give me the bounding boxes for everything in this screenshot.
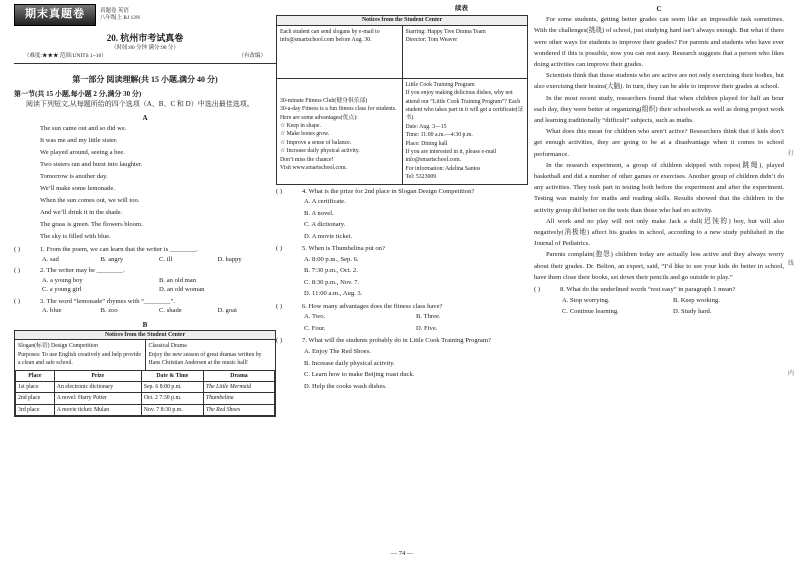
exam-meta: （时间:80 分钟 满分:90 分） [111,45,179,52]
question-7: ( ) 7. What will the students probably do in Little Cook Training Program? A. Enjoy The Red Shoes. B. Increase daily physical activity. C. Learn how to make Beijing roast duck. D. Help the cooks wash dishes. [276,337,491,390]
paragraph: Scientists think that those students who are active are not only exercising their bodies, but also exercising their brains(大脑). In turn, they can be able to improve their grades at school. [534,72,784,91]
answer-blank[interactable]: ( ) [276,337,283,345]
answer-blank[interactable]: ( ) [276,302,283,310]
paragraph: In the research experiment, a group of children skipped with ropes(跳绳), played basketball and did a number of other games or exercises. Another group of children didn’t do any activities. They took part in testing both before the experiment and after the experiment. Testing was mainly for maths and reading skills. Results showed that the children in the activity group did better on the tests than those who had no activity. [534,161,784,214]
notice-title: Notices from the Student Center [277,16,527,24]
answer-blank[interactable]: ( ) [14,297,21,305]
banner-title: 期末真题卷 [14,4,96,26]
poem-line: And we’ll drink it in the shade. [40,209,123,216]
banner-grade: 八年级上 RJ 12N [100,15,141,21]
question-3: ( ) 3. The word “lemonade” rhymes with “________”. A. blue B. zoo C. shade D. goat [14,297,237,315]
part-title: 第一部分 阅读理解(共 15 小题,满分 40 分) [72,74,218,84]
poem [14,123,276,243]
poem-line: We played around, seeing a bee. [40,149,125,156]
poem-line: The grass is green. The flowers bloom. [40,221,143,228]
notice-board [14,330,276,417]
poem-line: The sky is filled with blue. [40,233,111,240]
paragraph: For some students, getting better grades can seem like an impossible task sometimes. With the challenges(挑战) of school, just studying hard isn’t always enough. But what if there were other ways for students to improve their grades? For parents and students who have ever wondered if this is possible, now you can rest easy. Research suggests that a person who likes doing activities can improve their grades. [534,16,784,68]
poem-line: It was me and my little sister. [40,137,118,144]
drama-notice: Classical Drama Enjoy the new season of great dramas written by Hans Christian Andersen at the music hall! [148,343,262,367]
margin-mark: 内 [787,371,794,377]
passage-b-letter: B [142,320,148,329]
notice-board-continued [276,15,528,184]
answer-blank[interactable]: ( ) [14,246,21,253]
fitness-notice: 30-minute Fitness Club(健身俱乐部) 30-a-day Fitness is a fun fitness class for students. Here are some advantages(优点): ☆ Keep in shape. ☆ Make bones grow. ☆ Improve a sense of balance. ☆ Increase daily physical activity. Don’t miss the chance! Visit www.smartschool.com. [277,79,403,184]
instructions: 阅读下列短文,从每题所给的四个选项（A、B、C 和 D）中选出最佳选项。 [26,99,254,108]
question-4: ( ) 4. What is the prize for 2nd place in Slogan Design Competition? A. A certificate. B. A novel. C. A dictionary. D. A movie ticket. [276,187,475,240]
table-row: 1st place An electronic dictionary Sep. 6 8:00 p.m. The Little Mermaid [16,381,275,392]
table-row: 3rd place A movie ticket: Mulan Nov. 7 8:30 p.m. The Red Shoes [16,404,275,415]
middle-column [276,0,528,566]
banner-side1: 真题卷 英语 [100,7,129,14]
poem-line: When the sun comes out, we will too. [40,197,140,204]
prize-table: Place Prize Date & Time Drama 1st place An electronic dictionary Sep. 6 8:00 p.m. The Little Mermaid 2nd place A novel: Harry Potter Oct. 2 7:30 p.m. Thumbelina 3rd place A movie ticket: Mulan Nov. 7 8:30 p.m. The Red Shoes [15,370,275,417]
cook-notice: Little Cook Training Program If you enjoy making delicious dishes, why not attend our “Little Cook Training Program”? Each student who takes part in it will get a certificate(证书). Date: Aug. 3—15 Time: 11:00 a.m.—4:30 p.m. Place: Dining hall If you are interested in it, please e-mail info@smartschool.com. For information: Adelina Santos Tel: 5323009 [405,81,524,181]
margin-mark: 打 [787,151,794,157]
continued-label: 续表 [455,5,468,12]
section-title: 第一节(共 15 小题,每小题 2 分,满分 30 分) [14,89,142,98]
answer-blank[interactable]: ( ) [276,187,283,195]
passage-a-letter: A [142,113,148,122]
question-2: ( ) 2. The writer may be ________. A. a young boy B. an old man C. a young girl D. an old woman [14,267,205,294]
poem-line: Tomorrow is another day. [40,173,108,180]
left-column [14,0,276,566]
exam-note: （有改编） [238,53,266,60]
paragraph: In the most recent study, researchers found that when children played for half an hour each day, they were better at organizing(组织) their schoolwork as well as doing project work and learning traditionally “difficult” subjects, such as maths. [534,94,784,124]
cast-notice: Starring: Happy Tree Drama Team Director: Tom Weaver [405,28,486,44]
paragraph: Parents complain(抱怨) children today are actually less active and they always worry about their grades. Dr. Belton, an expert, said, “I’d like to see your kids do better in school, have them close their books, set down their pencils and go outside to play.” [534,251,784,281]
question-1: ( ) 1. From the poem, we can learn that the writer is ________. A. sad B. angry C. ill D. happy [14,246,242,263]
exam-difficulty: （难度:★★★ 范围:UNITS 1~10） [24,53,107,60]
poem-line: The sun came out and so did we. [40,125,127,132]
margin-mark: 线 [787,261,794,267]
exam-title: 20. 杭州市考试真卷 [106,33,184,43]
question-6: ( ) 6. How many advantages does the fitness class have? A. Two. B. Three. C. Four. D. Five. [276,302,443,332]
right-column [534,0,794,566]
notice-title: Notices from the Student Center [15,331,275,339]
poem-line: We’ll make some lemonade. [40,185,115,192]
page-number: — 74 — [390,549,414,557]
slogan-notice: Slogan(标语) Design Competition Purposes: To use English creatively and help provide a clean and safe school. [15,340,146,369]
paragraph: What does this mean for children who aren’t active? Researchers think that if kids don’t get enough activities, they are going to be at a disadvantage when it comes to school performance. [534,128,784,158]
email-notice: Each student can send slogans by e-mail to info@smartschool.com before Aug. 30. [277,26,403,78]
exam-banner [14,4,276,26]
poem-line: Two sisters ran and burst into laughter. [40,161,143,168]
answer-blank[interactable]: ( ) [14,267,21,275]
passage-c-letter: C [656,5,662,13]
answer-blank[interactable]: ( ) [276,245,283,253]
question-8: ( ) 8. What do the underlined words “rest easy” in paragraph 1 mean? A. Stop worrying. B. Keep working. C. Continue learning. D. Study hard. [534,286,736,316]
question-5: ( ) 5. When is Thumbelina put on? A. 8:00 p.m., Sep. 6. B. 7:30 p.m., Oct. 2. C. 8:30 p.m., Nov. 7. D. 11:00 a.m., Aug. 3. [276,245,385,298]
answer-blank[interactable]: ( ) [534,286,541,294]
table-row: 2nd place A novel: Harry Potter Oct. 2 7:30 p.m. Thumbelina [16,393,275,404]
paragraph: All work and no play will not only make Jack a dull(迟钝的) boy, but will also negatively(消极地) affect his grades in school, according to a new study published in the Journal of Pediatrics. [534,217,784,248]
